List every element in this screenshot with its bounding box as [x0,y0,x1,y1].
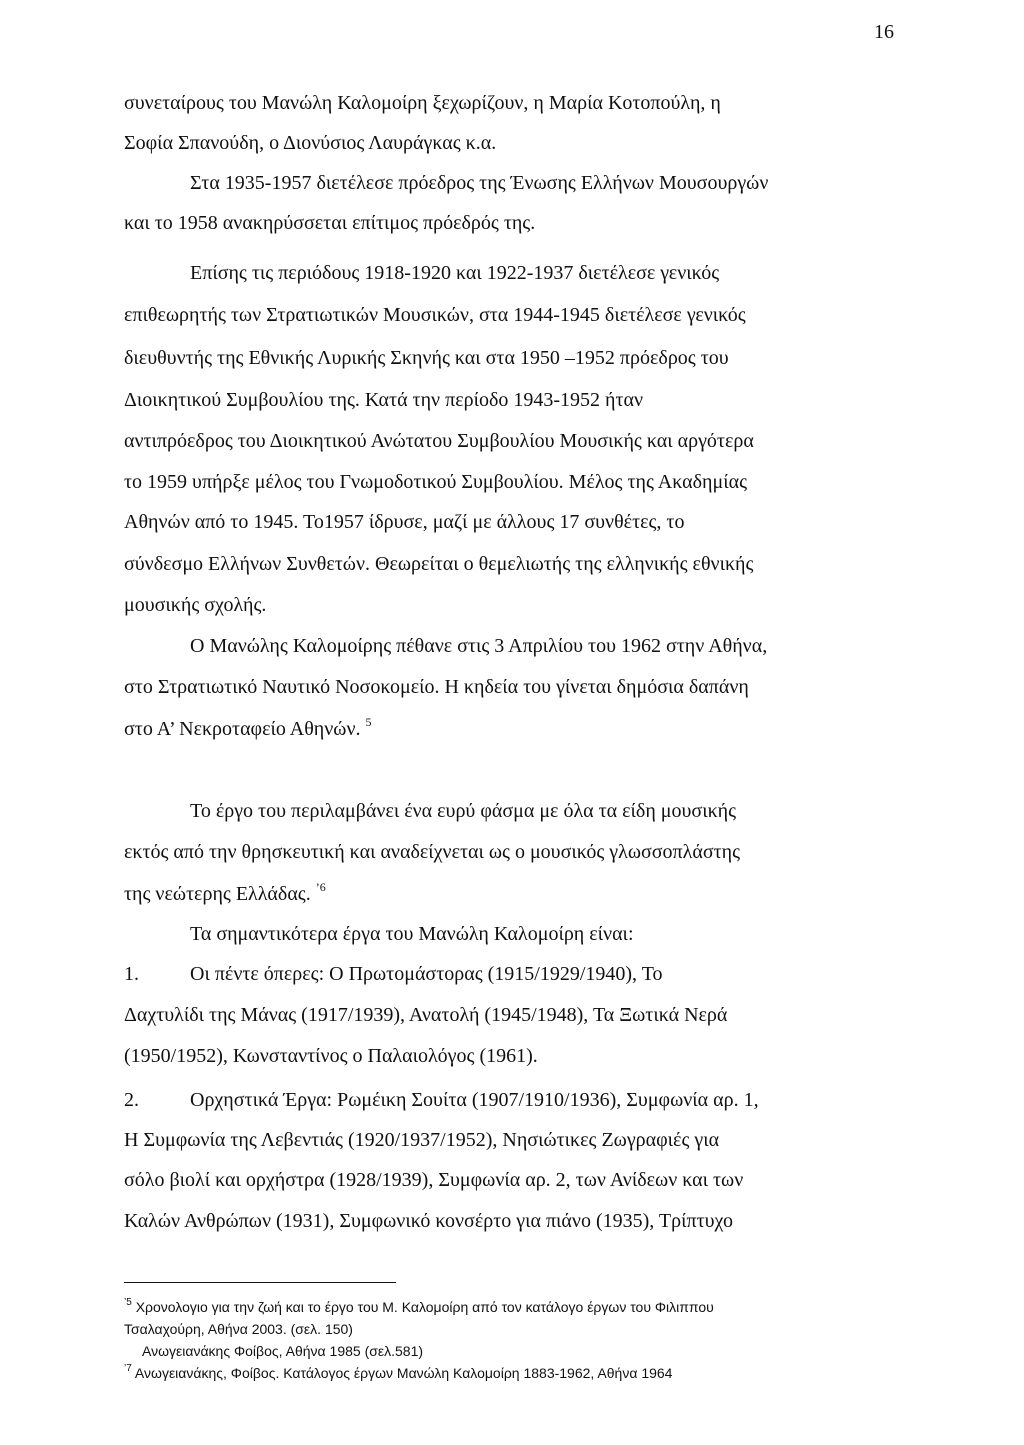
footnote-text: Ανωγειανάκης, Φοίβος. Κατάλογος έργων Μανώλη Καλομοίρη 1883-1962, Αθήνα 1964 [134,1365,673,1381]
footnote-marker: ’5 [124,1297,132,1308]
body-line: Διοικητικού Συμβουλίου της. Κατά την περίοδο 1943-1952 ήταν [124,389,644,411]
body-line: Σοφία Σπανούδη, ο Διονύσιος Λαυράγκας κ.α. [124,132,497,154]
body-line: Το έργο του περιλαμβάνει ένα ευρύ φάσμα με όλα τα είδη μουσικής [190,800,737,822]
footnote-ref: 5 [365,715,372,729]
body-line [124,882,326,906]
line-text: της νεώτερης Ελλάδας. [124,883,311,905]
list-item-text: Οι πέντε όπερες: Ο Πρωτομάστορας (1915/1929/1940), Το [190,963,663,985]
body-line: Τα σημαντικότερα έργα του Μανώλη Καλομοίρη είναι: [190,923,634,945]
body-line: Στα 1935-1957 διετέλεσε πρόεδρος της Ένωσης Ελλήνων Μουσουργών [190,172,769,194]
body-line: μουσικής σχολής. [124,594,267,616]
body-line: Καλών Ανθρώπων (1931), Συμφωνικό κονσέρτο για πιάνο (1935), Τρίπτυχο [124,1210,733,1232]
footnote-ref: ’6 [315,880,326,894]
body-line: εκτός από την θρησκευτική και αναδείχνεται ως ο μουσικός γλωσσοπλάστης [124,841,741,863]
body-line: διευθυντής της Εθνικής Λυρικής Σκηνής και στα 1950 –1952 πρόεδρος του [124,347,729,369]
list-number: 1. [124,963,139,985]
body-line: σόλο βιολί και ορχήστρα (1928/1939), Συμφωνία αρ. 2, των Ανίδεων και των [124,1169,744,1191]
body-line: Επίσης τις περιόδους 1918-1920 και 1922-1937 διετέλεσε γενικός [190,262,720,284]
body-line: και το 1958 ανακηρύσσεται επίτιμος πρόεδρός της. [124,212,536,234]
list-number: 2. [124,1089,139,1111]
footnote-line: Ανωγειανάκης Φοίβος, Αθήνα 1985 (σελ.581) [142,1343,424,1359]
body-line: αντιπρόεδρος του Διοικητικού Ανώτατου Συμβουλίου Μουσικής και αργότερα [124,430,754,452]
line-text: στο Α’ Νεκροταφείο Αθηνών. [124,718,361,740]
body-line: Η Συμφωνία της Λεβεντιάς (1920/1937/1952), Νησιώτικες Ζωγραφιές για [124,1129,720,1151]
body-line: συνεταίρους του Μανώλη Καλομοίρη ξεχωρίζουν, η Μαρία Κοτοπούλη, η [124,92,721,114]
body-line: Ο Μανώλης Καλομοίρης πέθανε στις 3 Απριλίου του 1962 στην Αθήνα, [190,635,768,657]
footnote [124,1298,714,1316]
footnote-separator [124,1282,396,1283]
footnote [124,1364,672,1382]
body-line: (1950/1952), Κωνσταντίνος ο Παλαιολόγος (1961). [124,1045,538,1067]
page-number: 16 [874,21,894,43]
body-line: Αθηνών από το 1945. Το1957 ίδρυσε, μαζί με άλλους 17 συνθέτες, το [124,511,685,533]
footnote-line: Τσαλαχούρη, Αθήνα 2003. (σελ. 150) [124,1321,353,1337]
body-line: στο Στρατιωτικό Ναυτικό Νοσοκομείο. Η κηδεία του γίνεται δημόσια δαπάνη [124,676,749,698]
list-item-text: Ορχηστικά Έργα: Ρωμέικη Σουίτα (1907/1910/1936), Συμφωνία αρ. 1, [190,1089,759,1111]
body-line [124,717,372,741]
body-line: Δαχτυλίδι της Μάνας (1917/1939), Ανατολή (1945/1948), Τα Ξωτικά Νερά [124,1004,728,1026]
footnote-marker: ’7 [124,1363,132,1374]
footnote-text: Χρονολογιο για την ζωή και το έργο του Μ. Καλομοίρη από τον κατάλογο έργων του Φιλιππου [135,1299,714,1315]
body-line: επιθεωρητής των Στρατιωτικών Μουσικών, στα 1944-1945 διετέλεσε γενικός [124,304,746,326]
body-line: το 1959 υπήρξε μέλος του Γνωμοδοτικού Συμβουλίου. Μέλος της Ακαδημίας [124,471,747,493]
body-line: σύνδεσμο Ελλήνων Συνθετών. Θεωρείται ο θεμελιωτής της ελληνικής εθνικής [124,553,754,575]
